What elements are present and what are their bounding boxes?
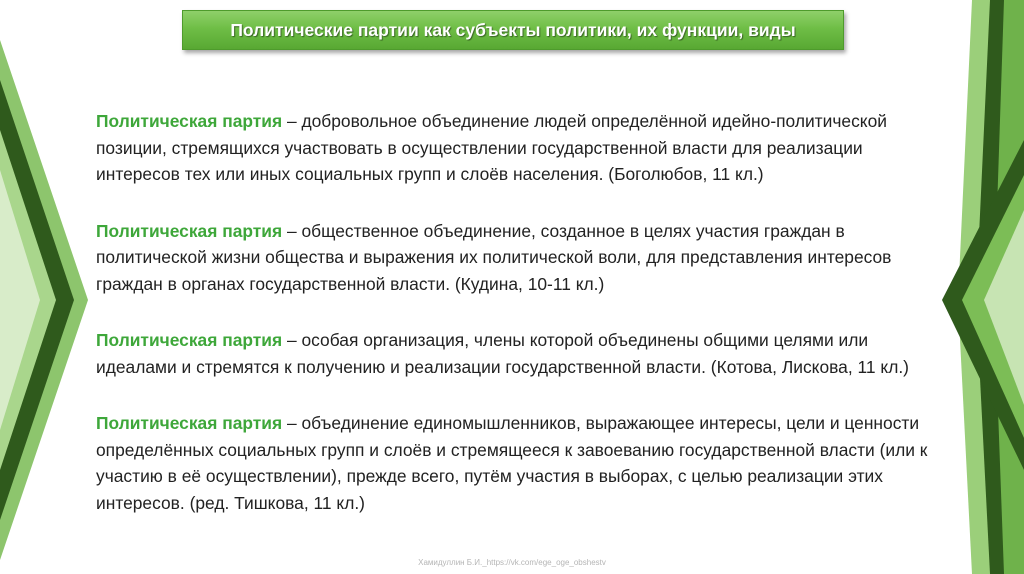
definition-term: Политическая партия	[96, 413, 283, 433]
definition-item	[96, 218, 936, 298]
definition-item	[96, 108, 936, 188]
definition-text: – объединение единомышленников, выражающее интересы, цели и ценности определённых социальных групп и слоёв и стремящееся к завоеванию государственной власти (или к участию в её осуществлении), прежде всего, путём участия в выборах, с целью реализации этих интересов. (ред. Тишкова, 11 кл.)	[96, 413, 928, 513]
definition-term: Политическая партия	[96, 220, 283, 241]
footer-credit: Хамидуллин Б.И._https://vk.com/ege_oge_obshestv	[418, 558, 606, 567]
definition-text: – особая организация, члены которой объединены общими целями или идеалами и стремятся к получению и реализации государственной власти. (Котова, Лискова, 11 кл.)	[96, 330, 909, 377]
definition-item	[96, 410, 936, 516]
slide-title	[182, 10, 844, 50]
slide-title-text: Политические партии как субъекты политики, их функции, виды	[230, 19, 796, 40]
definition-text: – общественное объединение, созданное в целях участия граждан в политической жизни общества и выражения их политической воли, для представления интересов граждан в органах государственной власти. (Кудина, 10-11 кл.)	[96, 220, 892, 294]
definition-term: Политическая партия	[96, 330, 283, 350]
definition-item	[96, 327, 936, 380]
definition-term: Политическая партия	[96, 111, 283, 131]
definitions-list	[96, 108, 936, 546]
definition-text: – добровольное объединение людей определённой идейно-политической позиции, стремящихся участвовать в осуществлении государственной власти для реализации интересов тех или иных социальных групп и слоёв населения. (Боголюбов, 11 кл.)	[96, 111, 887, 184]
